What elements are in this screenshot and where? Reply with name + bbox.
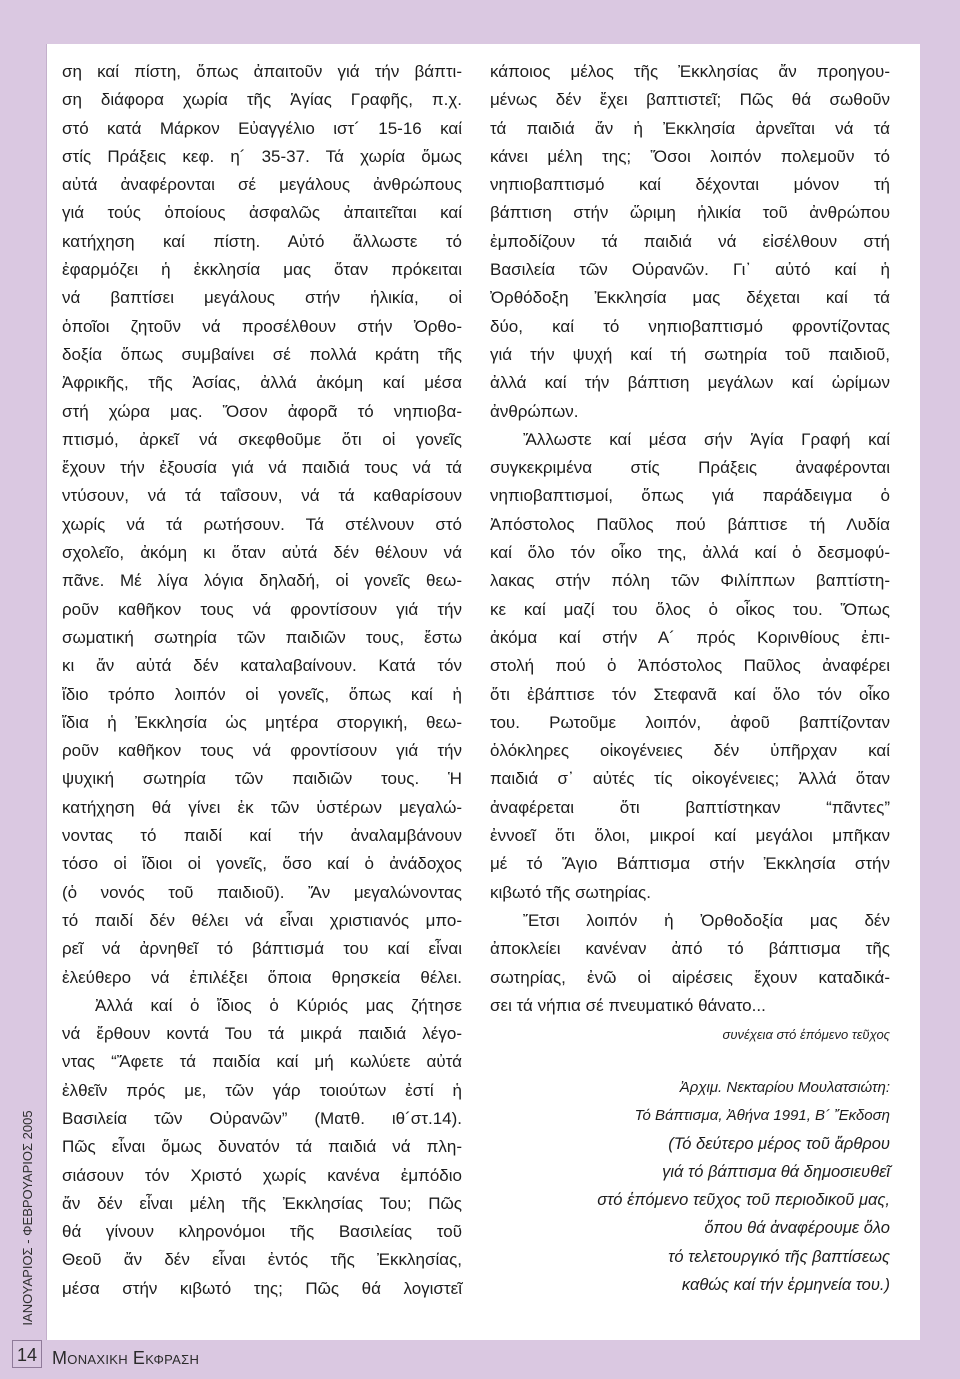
right-column-line: καί ὅλο τόν οἶκο της, ἀλλά καί ὁ δεσμοφύ-: [490, 543, 890, 563]
right-column-line: μένως δέν ἔχει βαπτιστεῖ; Πῶς θά σωθοῦν: [490, 90, 890, 110]
left-column-line: στό κατά Μάρκον Εὐαγγέλιο ιστ´ 15-16 καί: [62, 118, 462, 138]
left-column-line: ση διάφορα χωρία τῆς Ἁγίας Γραφῆς, π.χ.: [62, 90, 462, 110]
left-column-line: Πῶς εἶναι ὅμως δυνατόν τά παιδιά νά πλη-: [62, 1137, 462, 1157]
left-column-line: ἴδιο τρόπο λοιπόν οἱ γονεῖς, ὅπως καί ἡ: [62, 684, 462, 704]
left-column-line: νά βαπτίσει μεγάλους στήν ἡλικία, οἱ: [62, 288, 462, 308]
magazine-title-word: ΜΟΝΑΧΙΚΗ: [52, 1348, 128, 1368]
right-column-line: λακας στήν πόλη τῶν Φιλίππων βαπτίστη-: [490, 571, 890, 591]
left-column-line: αὐτά ἀναφέρονται σέ μεγάλους ἀνθρώπους: [62, 175, 462, 195]
left-column-line: ἴδια ἡ Ἐκκλησία ὡς μητέρα στοργική, θεω-: [62, 712, 462, 732]
left-column-line: ἄν δέν εἶναι μέλη τῆς Ἐκκλησίας Του; Πῶς: [62, 1193, 462, 1213]
right-column-line: Ὀρθόδοξη Ἐκκλησία μας δέχεται καί τά: [490, 288, 890, 308]
left-column-line: χωρίς νά τά ρωτήσουν. Τά στέλνουν στό: [62, 514, 462, 534]
right-column-line: κάποιος μέλος τῆς Ἐκκλησίας ἄν προηγου-: [490, 62, 890, 81]
right-column-line: γιά τήν ψυχή καί τή σωτηρία τοῦ παιδιοῦ,: [490, 344, 890, 364]
left-column-line: ὁποῖοι ζητοῦν νά προσέλθουν στήν Ὀρθο-: [62, 316, 462, 336]
left-column-line: Ἀλλά καί ὁ ἴδιος ὁ Κύριός μας ζήτησε: [95, 995, 462, 1015]
right-column-line: τά παιδιά ἄν ἡ Ἐκκλησία ἀρνεῖται νά τά: [490, 118, 890, 138]
left-column-line: ἐλεύθερο νά ἐπιλέξει ὅποια θρησκεία θέλει.: [62, 967, 462, 987]
right-column-line: Ἀπόστολος Παῦλος πού βάπτισε τή Λυδία: [490, 514, 890, 534]
right-column-line: νηπιοβαπτισμό καί δέχονται μόνον τή: [490, 175, 890, 195]
right-column-line: κε καί μαζί του ὅλος ὁ οἶκος του. Ὅπως: [490, 599, 890, 619]
left-column-line: δοξία ὅπως συμβαίνει σέ πολλά κράτη τῆς: [62, 344, 462, 364]
right-column-line: Βασιλεία τῶν Οὐρανῶν. Γι᾽ αὐτό καί ἡ: [490, 260, 890, 280]
magazine-title: [52, 1346, 204, 1372]
left-column-line: ροῦν καθῆκον τους νά φροντίσουν γιά τήν: [62, 599, 462, 619]
left-column-line: σχολεῖο, ἀκόμη κι ὅταν αὐτά δέν θέλουν νά: [62, 543, 462, 563]
left-column-line: τόσο οἱ ἴδιοι οἱ γονεῖς, ὅσο καί ὁ ἀνάδοχος: [62, 854, 462, 874]
right-column-line: ἐμποδίζουν τά παιδιά νά εἰσέλθουν στή: [490, 231, 890, 251]
right-column-line: ὅτι ἐβάπτισε τόν Στεφανᾶ καί ὅλο τόν οἶκο: [490, 684, 890, 704]
left-column-line: κατήχηση καί πίστη. Αὐτό ἄλλωστε τό: [62, 231, 462, 251]
right-column-line: μέ τό Ἅγιο Βάπτισμα στήν Ἐκκλησία στήν: [490, 854, 890, 874]
left-column-line: ἐλθεῖν πρός με, τῶν γάρ τοιούτων ἐστί ἡ: [62, 1080, 462, 1100]
left-column-line: νοντας τό παιδί καί τήν ἀναλαμβάνουν: [62, 826, 462, 846]
left-column-line: μέσα στήν κιβωτό της; Πῶς θά λογιστεῖ: [62, 1278, 462, 1298]
right-column-line: ὁλόκληρες οἰκογένειες δέν ὑπῆρχαν καί: [490, 741, 890, 761]
right-column-line: βάπτιση στήν ὥριμη ἡλικία τοῦ ἀνθρώπου: [490, 203, 890, 223]
left-column-line: τό παιδί δέν θέλει νά εἶναι χριστιανός μπο-: [62, 910, 462, 930]
page-number: 14: [12, 1340, 42, 1368]
left-column-line: Ἀφρικῆς, τῆς Ἀσίας, ἀλλά ἀκόμη καί μέσα: [62, 373, 462, 393]
continued-next-issue-note: συνέχεια στό ἑπόμενο τεῦχος: [722, 1027, 890, 1042]
citation-line: καθώς καί τήν ἑρμηνεία του.): [681, 1275, 890, 1294]
right-column-line: ἀκόμα καί στήν Α´ πρός Κορινθίους ἐπι-: [490, 627, 890, 647]
left-column-line: στίς Πράξεις κεφ. η´ 35-37. Τά χωρία ὅμως: [62, 146, 462, 166]
citation-line: ὅπου θά ἀναφέρουμε ὅλο: [704, 1219, 890, 1238]
right-column-line: ἐννοεῖ ὅτι ὅλοι, μικροί καί μεγάλοι μπῆκαν: [490, 826, 890, 846]
left-column-line: Θεοῦ ἄν δέν εἶναι ἐντός τῆς Ἐκκλησίας,: [62, 1250, 462, 1270]
left-column-line: σωματική σωτηρία τῶν παιδιῶν τους, ἔστω: [62, 627, 462, 647]
left-column-line: πᾶνε. Μέ λίγα λόγια δηλαδή, οἱ γονεῖς θεω-: [62, 571, 462, 591]
right-column: [490, 58, 890, 1020]
right-column-line: σει τά νήπια σέ πνευματικό θάνατο...: [490, 995, 766, 1015]
left-column-line: κι ἄν αὐτά δέν καταλαβαίνουν. Κατά τόν: [62, 656, 462, 676]
right-column-line: Ἔτσι λοιπόν ἡ Ὀρθοδοξία μας δέν: [523, 910, 890, 930]
right-column-line: συγκεκριμένα στίς Πράξεις ἀναφέρονται: [490, 458, 890, 478]
left-column-line: νά ἔρθουν κοντά Του τά μικρά παιδιά λέγο-: [62, 1024, 462, 1044]
left-column-line: ἐφαρμόζει ἡ ἐκκλησία μας ὅταν πρόκειται: [62, 260, 462, 280]
left-column-line: ρεῖ νά ἀρνηθεῖ τό βάπτισμά του καί εἶναι: [62, 939, 462, 959]
right-column-line: νηπιοβαπτισμοί, ὅπως γιά παράδειγμα ὁ: [490, 486, 890, 506]
magazine-title-word: ΕΚΦΡΑΣΗ: [132, 1348, 200, 1368]
citation-line: (Τό δεύτερο μέρος τοῦ ἄρθρου: [668, 1135, 890, 1154]
left-column-line: κατήχηση θά γίνει ἐκ τῶν ὑστέρων μεγαλώ-: [62, 797, 462, 817]
left-column-line: ντύσουν, νά τά ταΐσουν, νά τά καθαρίσουν: [62, 486, 462, 506]
left-column-line: γιά τούς ὁποίους ἀσφαλῶς ἀπαιτεῖται καί: [62, 203, 462, 223]
right-column-line: Ἄλλωστε καί μέσα σήν Ἁγία Γραφή καί: [523, 429, 890, 449]
citation-line: τό τελετουργικό τῆς βαπτίσεως: [668, 1247, 890, 1266]
citation-line: Ἀρχιμ. Νεκταρίου Μουλατσιώτη:: [679, 1079, 890, 1096]
left-column-line: στή χώρα μας. Ὅσον ἀφορᾶ τό νηπιοβα-: [62, 401, 462, 421]
right-column-line: παιδιά σ᾽ αὐτές τίς οἰκογένειες; Ἀλλά ὅταν: [490, 769, 890, 789]
right-column-line: ἀναφέρεται ὅτι βαπτίστηκαν “πᾶντες”: [490, 797, 890, 817]
right-column-line: κάνει μέλη της; Ὅσοι λοιπόν πολεμοῦν τό: [490, 146, 890, 166]
right-column-line: ἀποκλείει κανέναν ἀπό τό βάπτισμα τῆς: [490, 939, 890, 959]
left-column-line: ψυχική σωτηρία τῶν παιδιῶν τους. Ἡ: [62, 769, 462, 789]
right-column-line: στολή πού ὁ Ἀπόστολος Παῦλος ἀναφέρει: [490, 656, 890, 676]
right-column-line: κιβωτό τῆς σωτηρίας.: [490, 882, 651, 902]
citation-line: Τό Βάπτισμα, Ἀθήνα 1991, Β´ Ἔκδοση: [634, 1107, 890, 1125]
citation-line: στό ἑπόμενο τεῦχος τοῦ περιοδικοῦ μας,: [597, 1191, 890, 1210]
left-column-line: πτισμό, ἀρκεῖ νά σκεφθοῦμε ὅτι οἱ γονεῖς: [62, 429, 462, 449]
right-column-line: δύο, καί τό νηπιοβαπτισμό φροντίζοντας: [490, 316, 890, 336]
left-column-line: θά γίνουν κληρονόμοι τῆς Βασιλείας τοῦ: [62, 1222, 462, 1242]
left-column-line: ση καί πίστη, ὅπως ἀπαιτοῦν γιά τήν βάπτι-: [62, 62, 462, 81]
left-column: [62, 58, 462, 1303]
left-column-line: σιάσουν τόν Χριστό χωρίς κανένα ἐμπόδιο: [62, 1165, 462, 1185]
right-column-line: ἀνθρώπων.: [490, 401, 579, 421]
left-column-line: Βασιλεία τῶν Οὐρανῶν” (Ματθ. ιθ´στ.14).: [62, 1108, 462, 1128]
issue-date-vertical: ΙΑΝΟΥΑΡΙΟΣ - ΦΕΒΡΟΥΑΡΙΟΣ 2005: [20, 1110, 35, 1326]
right-column-line: σωτηρίας, ἐνῶ οἱ αἱρέσεις ἔχουν καταδικά-: [490, 967, 890, 987]
left-column-line: ἔχουν τήν ἐξουσία γιά νά παιδιά τους νά τά: [62, 458, 462, 478]
left-column-line: ντας “Ἄφετε τά παιδία καί μή κωλύετε αὐτά: [62, 1052, 462, 1072]
left-column-line: ροῦν καθῆκον τους νά φροντίσουν γιά τήν: [62, 741, 462, 761]
right-column-line: ἀλλά καί τήν βάπτιση μεγάλων καί ὡρίμων: [490, 373, 890, 393]
right-column-line: του. Ρωτοῦμε λοιπόν, ἀφοῦ βαπτίζονταν: [490, 712, 890, 732]
source-citation: [470, 1074, 890, 1299]
citation-line: γιά τό βάπτισμα θά δημοσιευθεῖ: [662, 1163, 890, 1182]
left-column-line: (ὁ νονός τοῦ παιδιοῦ). Ἄν μεγαλώνοντας: [62, 882, 462, 902]
